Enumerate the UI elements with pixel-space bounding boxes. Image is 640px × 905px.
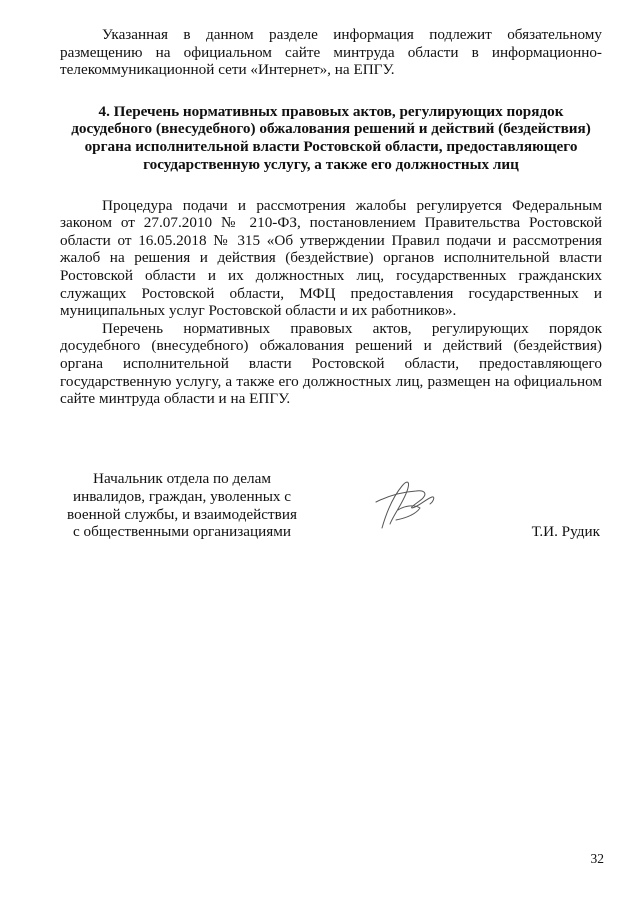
signatory-position bbox=[62, 470, 302, 541]
signatory-position-line: с общественными организациями bbox=[72, 523, 291, 541]
signatory-position-line: Начальник отдела по делам bbox=[93, 470, 271, 487]
section-heading-line: государственную услугу, а также его должностных лиц bbox=[143, 155, 519, 173]
intro-paragraph: Указанная в данном разделе информация подлежит обязательному размещению на официальном сайте минтруда области в информационно-телекоммуникационной сети «Интернет», на ЕПГУ. bbox=[60, 26, 602, 79]
signatory-position-line: военной службы, и взаимодействия bbox=[67, 505, 297, 523]
handwritten-signature bbox=[362, 470, 452, 540]
document-body bbox=[60, 26, 602, 408]
section-heading bbox=[60, 103, 602, 174]
signature-block bbox=[62, 470, 602, 550]
page-number: 32 bbox=[590, 851, 604, 866]
body-paragraph-procedure: Процедура подачи и рассмотрения жалобы регулируется Федеральным законом от 27.07.2010 № 210-ФЗ, постановлением Правительства Ростовской области от 16.05.2018 № 315 «Об утверждении Правил подачи и рассмотрения жалоб на решения и действия (бездействие) органов исполнительной власти Ростовской области и их должностных лиц, государственных гражданских служащих Ростовской области, МФЦ предоставления государственных и муниципальных услуг Ростовской области и их работников». bbox=[60, 196, 602, 320]
section-heading-line: 4. Перечень нормативных правовых актов, регулирующих порядок bbox=[98, 102, 564, 120]
section-heading-line: органа исполнительной власти Ростовской области, предоставляющего bbox=[84, 138, 578, 156]
signatory-name: Т.И. Рудик bbox=[531, 523, 600, 540]
section-heading-line: досудебного (внесудебного) обжалования решений и действий (бездействия) bbox=[71, 120, 591, 138]
body-paragraph-list: Перечень нормативных правовых актов, регулирующих порядок досудебного (внесудебного) обжалования решений и действий (бездействия) органа исполнительной власти Ростовской области, предоставляющего государственную услугу, а также его должностных лиц, размещен на официальном сайте минтруда области и на ЕПГУ. bbox=[60, 319, 602, 408]
signatory-position-line: инвалидов, граждан, уволенных с bbox=[72, 487, 292, 505]
